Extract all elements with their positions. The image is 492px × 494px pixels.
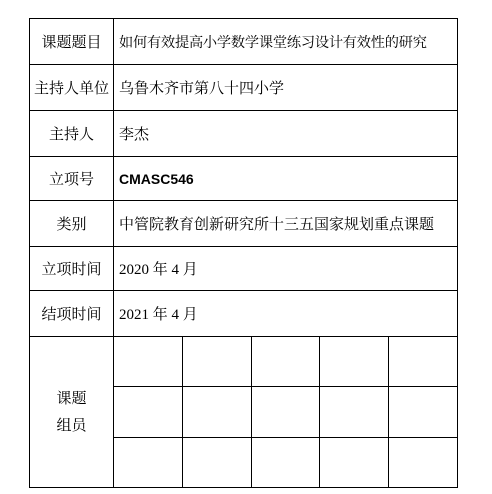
project-title-value: 如何有效提高小学数学课堂练习设计有效性的研究 — [114, 19, 458, 65]
members-label-line2: 组员 — [56, 416, 87, 434]
row-host — [30, 111, 458, 157]
member-cell — [183, 437, 252, 487]
approval-date-value: 2020 年 4 月 — [114, 247, 458, 291]
members-grid-cell — [114, 337, 458, 488]
project-number-label: 立项号 — [30, 157, 114, 201]
row-members — [30, 337, 458, 488]
row-project-number — [30, 157, 458, 201]
row-host-unit — [30, 65, 458, 111]
members-grid-row — [114, 437, 457, 487]
member-cell — [251, 387, 320, 437]
member-cell — [183, 387, 252, 437]
row-project-title — [30, 19, 458, 65]
member-cell — [388, 437, 457, 487]
completion-date-value: 2021 年 4 月 — [114, 291, 458, 337]
completion-date-label: 结项时间 — [30, 291, 114, 337]
member-cell — [320, 387, 389, 437]
member-cell — [388, 337, 457, 387]
project-title-label: 课题题目 — [30, 19, 114, 65]
approval-date-label: 立项时间 — [30, 247, 114, 291]
member-cell — [251, 337, 320, 387]
members-label-line1: 课题 — [56, 389, 87, 407]
host-value: 李杰 — [114, 111, 458, 157]
members-grid — [114, 337, 457, 487]
host-unit-value: 乌鲁木齐市第八十四小学 — [114, 65, 458, 111]
row-completion-date — [30, 291, 458, 337]
member-cell — [320, 437, 389, 487]
project-number-value: CMASC546 — [114, 157, 458, 201]
member-cell — [251, 437, 320, 487]
host-unit-label: 主持人单位 — [30, 65, 114, 111]
members-label — [30, 337, 114, 488]
host-label: 主持人 — [30, 111, 114, 157]
members-grid-row — [114, 337, 457, 387]
row-approval-date — [30, 247, 458, 291]
member-cell — [114, 387, 183, 437]
member-cell — [388, 387, 457, 437]
category-value: 中管院教育创新研究所十三五国家规划重点课题 — [114, 201, 458, 247]
project-info-table — [29, 18, 458, 488]
member-cell — [114, 337, 183, 387]
members-grid-row — [114, 387, 457, 437]
category-label: 类别 — [30, 201, 114, 247]
member-cell — [320, 337, 389, 387]
member-cell — [183, 337, 252, 387]
member-cell — [114, 437, 183, 487]
row-category — [30, 201, 458, 247]
